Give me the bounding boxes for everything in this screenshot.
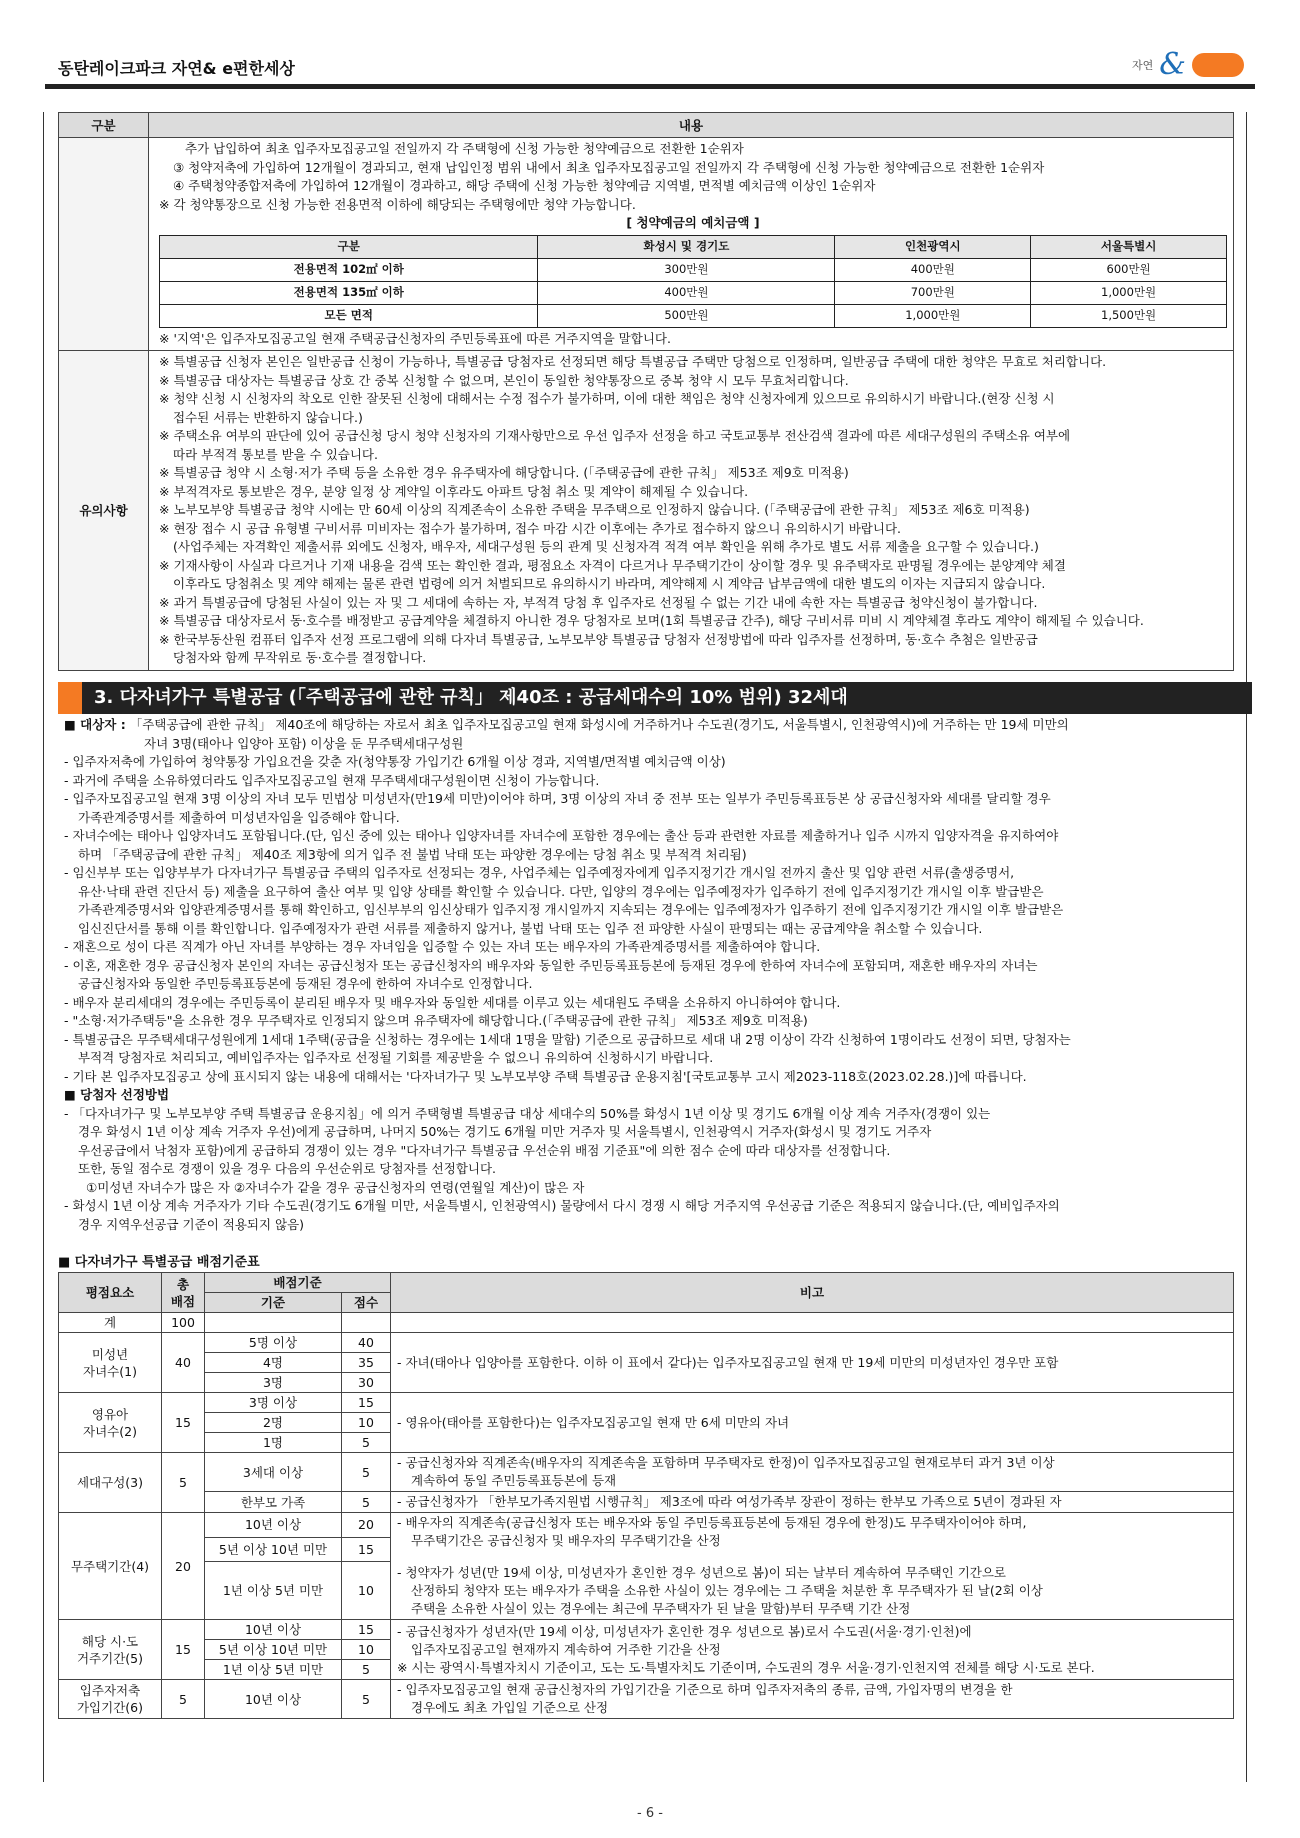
note-cell <box>391 1620 1234 1680</box>
text-line: - 배우자 분리세대의 경우에는 주민등록이 분리된 배우자 및 배우자와 동일한 세대를 이루고 있는 세대원도 주택을 소유하지 아니하여야 합니다. <box>64 994 841 1010</box>
text-line: 경우 화성시 1년 이상 계속 거주자 우선)에게 공급하며, 나머지 50%는 경기도 6개월 미만 거주자 및 서울특별시, 인천광역시 거주자(화성시 및 경기도 거주자 <box>78 1124 932 1139</box>
text-line: - 특별공급은 무주택세대구성원에게 1세대 1주택(공급을 신청하는 경우에는 1세대 1명을 말함) 기준으로 공급하므로 세대 내 2명 이상이 각각 신청하여 1명이라도 선정이 되면, 당첨자는 <box>64 1031 1071 1047</box>
caution-line: ※ 한국부동산원 컴퓨터 입주자 선정 프로그램에 의해 다자녀 특별공급, 노부모부양 특별공급 당첨자 선정방법에 따라 입주자를 선정하며, 동·호수 추첨은 일반공급 <box>159 631 1038 647</box>
dep-cell: 400만원 <box>835 258 1031 281</box>
text-line: - 「다자녀가구 및 노부모부양 주택 특별공급 운용지침」에 의거 주택형별 특별공급 대상 세대수의 50%를 화성시 1년 이상 및 경기도 6개월 이상 계속 거주자(경쟁이 있는 <box>64 1105 991 1121</box>
col-header-category: 구분 <box>59 113 149 138</box>
factor-total: 15 <box>162 1620 205 1680</box>
note-line: 경우에도 최초 가입일 기준으로 산정 <box>411 1700 609 1715</box>
page-number: - 6 - <box>637 1806 663 1821</box>
text-line: 경우 지역우선공급 기준이 적용되지 않음) <box>78 1216 305 1232</box>
table-row <box>59 1393 1234 1413</box>
caution-line: ※ 현장 접수 시 공급 유형별 구비서류 미비자는 접수가 불가하며, 접수 마감 시간 이후에는 추가로 접수하지 않으니 유의하시기 바랍니다. <box>159 520 901 536</box>
brand-logo <box>1132 47 1244 82</box>
left-margin-line <box>43 112 44 1782</box>
caution-line: ※ 주택소유 여부의 판단에 있어 공급신청 당시 청약 신청자의 기재사항만으로 우선 입주자 선정을 하고 국토교통부 전산검색 결과에 따른 세대구성원의 주택소유 여부에 <box>159 428 1071 443</box>
deposit-note: ※ '지역'은 입주자모집공고일 현재 주택공급신청자의 주민등록표에 따른 거주지역을 말합니다. <box>159 330 671 346</box>
table-row <box>59 1513 1234 1538</box>
factor-total: 5 <box>162 1680 205 1719</box>
caution-line: ※ 특별공급 청약 시 소형·저가 주택 등을 소유한 경우 유주택자에 해당합니다. (「주택공급에 관한 규칙」 제53조 제9호 미적용) <box>159 465 849 480</box>
note-line: - 청약자가 성년(만 19세 이상, 미성년자가 혼인한 경우 성년으로 봄)이 되는 날부터 계속하여 무주택인 기간으로 <box>397 1565 1006 1580</box>
caution-line: (사업주체는 자격확인 제출서류 외에도 신청자, 배우자, 세대구성원 등의 관계 및 신청자격 적격 여부 확인을 위해 추가로 별도 서류 제출을 요구할 수 있습니다.) <box>173 539 1039 554</box>
deposit-cell <box>149 138 1234 351</box>
text-line: - 화성시 1년 이상 계속 거주자가 기타 수도권(경기도 6개월 미만, 서울특별시, 인천광역시) 물량에서 다시 경쟁 시 해당 거주지역 우선공급 기준은 적용되지 않습니다.(단, 예비입주자의 <box>64 1198 1060 1213</box>
factor-total: 20 <box>162 1513 205 1620</box>
dep-cell: 600만원 <box>1031 258 1227 281</box>
brand-mark-icon <box>1192 53 1244 77</box>
score-cell: 20 <box>342 1513 391 1538</box>
basis-cell: 10년 이상 <box>205 1680 342 1719</box>
basis-cell: 1년 이상 5년 미만 <box>205 1660 342 1680</box>
h-criteria: 배점기준 <box>205 1273 391 1293</box>
score-cell: 15 <box>342 1537 391 1562</box>
caution-cell <box>149 351 1234 671</box>
caution-line: ※ 부적격자로 통보받은 경우, 분양 일정 상 계약일 이후라도 아파트 당첨 취소 및 계약이 해제될 수 있습니다. <box>159 483 749 499</box>
selection-label: ■ 당첨자 선정방법 <box>64 1087 170 1102</box>
text-line: - 기타 본 입주자모집공고 상에 표시되지 않는 내용에 대해서는 '다자녀가구 및 노부모부양 주택 특별공급 운용지침'[국토교통부 고시 제2023-118호(2023.02.28.)]에 따릅니다. <box>64 1068 1027 1084</box>
h-score: 점수 <box>342 1293 391 1313</box>
score-cell: 5 <box>342 1453 391 1492</box>
caution-line: 접수된 서류는 반환하지 않습니다.) <box>173 409 363 425</box>
caution-line: ※ 청약 신청 시 신청자의 착오로 인한 잘못된 신청에 대해서는 수정 접수가 불가하며, 이에 대한 책임은 청약 신청자에게 있으므로 유의하시기 바랍니다.(현장 신청 시 <box>159 391 1055 406</box>
basis-cell: 한부모 가족 <box>205 1492 342 1513</box>
caution-line: 따라 부적격 통보를 받을 수 있습니다. <box>173 446 378 462</box>
dep-cell: 전용면적 135㎡ 이하 <box>160 281 538 304</box>
dep-h: 서울특별시 <box>1031 235 1227 258</box>
text-line: ※ 각 청약통장으로 신청 가능한 전용면적 이하에 해당되는 주택형에만 청약 가능합니다. <box>159 196 636 212</box>
caution-line: ※ 특별공급 신청자 본인은 일반공급 신청이 가능하나, 특별공급 당첨자로 선정되면 해당 특별공급 주택만 당첨으로 인정하며, 일반공급 주택에 대한 청약은 무효로 처리합니다. <box>159 354 1107 369</box>
score-table-title: ■ 다자녀가구 특별공급 배점기준표 <box>58 1255 260 1270</box>
note-line: 계속하여 동일 주민등록표등본에 등재 <box>411 1473 617 1488</box>
basis-cell: 1년 이상 5년 미만 <box>205 1562 342 1620</box>
table-row <box>160 281 1227 304</box>
score-cell: 5 <box>342 1433 391 1453</box>
caution-line: ※ 노부모부양 특별공급 청약 시에는 만 60세 이상의 직계존속이 소유한 주택을 무주택으로 인정하지 않습니다. (「주택공급에 관한 규칙」 제53조 제6호 미적용) <box>159 502 1030 517</box>
text-line: 가족관계증명서와 입양관계증명서를 통해 확인하고, 임신부부의 임신상태가 입주지정 개시일까지 지속되는 경우에는 입주예정자가 입주하기 전에 입주지정기간 개시일 이후 발급받은 <box>78 902 1064 917</box>
score-cell: 15 <box>342 1620 391 1640</box>
factor-total: 40 <box>162 1333 205 1393</box>
text-line: ③ 청약저축에 가입하여 12개월이 경과되고, 현재 납입인정 범위 내에서 최초 입주자모집공고일 전일까지 각 주택형에 신청 가능한 청약예금으로 전환한 1순위자 <box>173 159 1045 175</box>
dep-cell: 500만원 <box>538 304 835 327</box>
note-line: 산정하되 청약자 또는 배우자가 주택을 소유한 사실이 있는 경우에는 그 주택을 처분한 후 무주택자가 된 날(2회 이상 <box>411 1583 1043 1598</box>
caution-line: ※ 기재사항이 사실과 다르거나 기재 내용을 검색 또는 확인한 결과, 평점요소 자격이 다르거나 무주택기간이 상이할 경우 및 유주택자로 판명될 경우에는 분양계약 체결 <box>159 557 1066 573</box>
factor-label: 입주자저축 가입기간(6) <box>59 1680 162 1719</box>
dep-h: 화성시 및 경기도 <box>538 235 835 258</box>
h-total: 총 배점 <box>162 1273 205 1313</box>
deposit-table <box>159 235 1227 328</box>
basis-cell: 3명 <box>205 1373 342 1393</box>
basis-cell: 10년 이상 <box>205 1513 342 1538</box>
note-line: - 입주자모집공고일 현재 공급신청자의 가입기간을 기준으로 하며 입주자저축의 종류, 금액, 가입자명의 변경을 한 <box>397 1682 1013 1697</box>
note-cell: - 자녀(태아나 입양아를 포함한다. 이하 이 표에서 같다)는 입주자모집공고일 현재 만 19세 미만의 미성년자인 경우만 포함 <box>391 1333 1234 1393</box>
note-cell: - 공급신청자가 「한부모가족지원법 시행규칙」 제3조에 따라 여성가족부 장관이 정하는 한부모 가족으로 5년이 경과된 자 <box>391 1492 1234 1513</box>
text-line: 임신진단서를 통해 이를 확인합니다. 입주예정자가 관련 서류를 제출하지 않거나, 불법 낙태 또는 입주 전 파양한 사실이 판명되는 때는 공급계약을 취소할 수 있습니다. <box>78 920 983 936</box>
h-note: 비고 <box>391 1273 1234 1313</box>
basis-cell: 2명 <box>205 1413 342 1433</box>
text-line: 부적격 당첨자로 처리되고, 예비입주자는 입주자로 선정될 기회를 제공받을 수 없으니 유의하여 신청하시기 바랍니다. <box>78 1050 714 1065</box>
table-row <box>59 1492 1234 1513</box>
text-line: ④ 주택청약종합저축에 가입하여 12개월이 경과하고, 해당 주택에 신청 가능한 청약예금 지역별, 면적별 예치금액 이상인 1순위자 <box>173 178 876 193</box>
text-line: - 입주자모집공고일 현재 3명 이상의 자녀 모두 민법상 미성년자(만19세 미만)이어야 하며, 3명 이상의 자녀 중 전부 또는 일부가 주민등록표등본 상 공급신청자와 세대를 달리할 경우 <box>64 791 1051 806</box>
dep-h: 인천광역시 <box>835 235 1031 258</box>
note-line: 무주택기간은 공급신청자 및 배우자의 무주택기간을 산정 <box>411 1533 721 1548</box>
factor-label: 영유아 자녀수(2) <box>59 1393 162 1453</box>
header-divider <box>45 84 1255 89</box>
total-value: 100 <box>162 1313 205 1333</box>
table-row <box>59 1333 1234 1353</box>
table-row <box>59 1620 1234 1640</box>
factor-total: 5 <box>162 1453 205 1513</box>
note-line: 주택을 소유한 사실이 있는 경우에는 최근에 무주택자가 된 날을 말함)부터 무주택 기간 산정 <box>411 1601 911 1616</box>
score-table <box>58 1272 1234 1719</box>
dep-cell: 300만원 <box>538 258 835 281</box>
factor-label: 미성년 자녀수(1) <box>59 1333 162 1393</box>
note-line: ※ 시는 광역시·특별자치시 기준이고, 도는 도·특별자치도 기준이며, 수도권의 경우 서울·경기·인천지역 전체를 해당 시·도로 본다. <box>397 1659 1095 1675</box>
basis-cell: 4명 <box>205 1353 342 1373</box>
total-label: 계 <box>59 1313 162 1333</box>
basis-cell: 5년 이상 10년 미만 <box>205 1537 342 1562</box>
target-text: 「주택공급에 관한 규칙」 제40조에 해당하는 자로서 최초 입주자모집공고일 현재 화성시에 거주하거나 수도권(경기도, 서울특별시, 인천광역시)에 거주하는 만 19세 미만의 <box>129 717 1069 732</box>
text-line: - 입주자저축에 가입하여 청약통장 가입요건을 갖춘 자(청약통장 가입기간 6개월 이상 경과, 지역별/면적별 예치금액 이상) <box>64 754 726 769</box>
deposit-caption: [ 청약예금의 예치금액 ] <box>626 215 760 230</box>
table-row <box>160 304 1227 327</box>
text-line: 유산·낙태 관련 진단서 등) 제출을 요구하여 출산 여부 및 입양 상태를 확인할 수 있습니다. 다만, 입양의 경우에는 입주예정자가 입주하기 전에 입주지정기간 개시일 이후 발급받은 <box>78 883 1044 899</box>
text-line: 자녀 3명(태아나 입양아 포함) 이상을 둔 무주택세대구성원 <box>144 735 464 751</box>
note-line: - 공급신청자와 직계존속(배우자의 직계존속을 포함하며 무주택자로 한정)이 입주자모집공고일 현재로부터 과거 3년 이상 <box>397 1455 1055 1470</box>
score-cell: 5 <box>342 1492 391 1513</box>
text-line: 하며 「주택공급에 관한 규칙」 제40조 제3항에 의거 입주 전 불법 낙태 또는 파양한 경우에는 당첨 취소 및 부적격 처리됨) <box>78 846 747 862</box>
logo-text: 자연 <box>1132 59 1154 72</box>
dep-cell: 1,000만원 <box>1031 281 1227 304</box>
dep-h: 구분 <box>160 235 538 258</box>
score-cell: 5 <box>342 1680 391 1719</box>
dep-cell: 700만원 <box>835 281 1031 304</box>
caution-line: 이후라도 당첨취소 및 계약 해제는 물론 관련 법령에 의거 처벌되므로 유의하시기 바라며, 계약해제 시 계약금 납부금액에 대한 별도의 이자는 지급되지 않습니다. <box>173 576 1046 591</box>
factor-label: 해당 시·도 거주기간(5) <box>59 1620 162 1680</box>
h-factor: 평점요소 <box>59 1273 162 1313</box>
text-line: ①미성년 자녀수가 많은 자 ②자녀수가 같을 경우 공급신청자의 연령(연월일 계산)이 많은 자 <box>86 1179 585 1195</box>
score-cell: 5 <box>342 1660 391 1680</box>
text-line: 가족관계증명서를 제출하여 미성년자임을 입증해야 합니다. <box>78 809 400 825</box>
note-cell <box>391 1453 1234 1492</box>
section-3-heading: 3. 다자녀가구 특별공급 (「주택공급에 관한 규칙」 제40조 : 공급세대수의 10% 범위) 32세대 <box>58 682 1252 714</box>
dep-cell: 400만원 <box>538 281 835 304</box>
note-line: - 배우자의 직계존속(공급신청자 또는 배우자와 동일 주민등록표등본에 등재된 경우에 한정)도 무주택자이어야 하며, <box>397 1515 1027 1530</box>
dep-cell: 모든 면적 <box>160 304 538 327</box>
score-cell: 40 <box>342 1333 391 1353</box>
table-row <box>59 1680 1234 1719</box>
caution-label: 유의사항 <box>59 351 149 671</box>
note-line: - 공급신청자가 성년자(만 19세 이상, 미성년자가 혼인한 경우 성년으로 봄)로서 수도권(서울·경기·인천)에 <box>397 1623 972 1639</box>
basis-cell: 5명 이상 <box>205 1333 342 1353</box>
text-line: 공급신청자와 동일한 주민등록표등본에 등재된 경우에 한하여 자녀수로 인정합니다. <box>78 976 533 991</box>
caution-line: ※ 과거 특별공급에 당첨된 사실이 있는 자 및 그 세대에 속하는 자, 부적격 당첨 후 입주자로 선정될 수 없는 기간 내에 속한 자는 특별공급 청약신청이 불가합니다. <box>159 594 1038 610</box>
text-line: - 재혼으로 성이 다른 직계가 아닌 자녀를 부양하는 경우 자녀임을 입증할 수 있는 자녀 또는 배우자의 가족관계증명서를 제출하여야 합니다. <box>64 939 821 954</box>
h-basis: 기준 <box>205 1293 342 1313</box>
dep-cell: 1,000만원 <box>835 304 1031 327</box>
score-cell: 15 <box>342 1393 391 1413</box>
section-3-body <box>64 716 1244 1234</box>
text-line: 또한, 동일 점수로 경쟁이 있을 경우 다음의 우선순위로 당첨자를 선정합니다. <box>78 1161 497 1176</box>
note-cell <box>391 1680 1234 1719</box>
table-row <box>160 258 1227 281</box>
score-cell: 10 <box>342 1562 391 1620</box>
dep-cell: 전용면적 102㎡ 이하 <box>160 258 538 281</box>
col-header-content: 내용 <box>149 113 1234 138</box>
dep-cell: 1,500만원 <box>1031 304 1227 327</box>
table1-wrapper <box>58 112 1252 671</box>
basis-cell: 3세대 이상 <box>205 1453 342 1492</box>
logo-ampersand: & <box>1159 47 1186 82</box>
caution-line: ※ 특별공급 대상자로서 동·호수를 배정받고 공급계약을 체결하지 아니한 경우 당첨자로 보며(1회 특별공급 간주), 해당 구비서류 미비 시 계약체결 후라도 계약이 해제될 수 있습니다. <box>159 613 1144 628</box>
table-row <box>59 1453 1234 1492</box>
text-line: - 자녀수에는 태아나 입양자녀도 포함됩니다.(단, 임신 중에 있는 태아나 입양자녀를 자녀수에 포함한 경우에는 출산 등과 관련한 자료를 제출하거나 입주 시까지 입양자격을 유지하여야 <box>64 828 1059 843</box>
caution-line: ※ 특별공급 대상자는 특별공급 상호 간 중복 신청할 수 없으며, 본인이 동일한 청약통장으로 중복 청약 시 모두 무효처리합니다. <box>159 372 849 388</box>
score-cell: 30 <box>342 1373 391 1393</box>
basis-cell: 1명 <box>205 1433 342 1453</box>
text-line: - 이혼, 재혼한 경우 공급신청자 본인의 자녀는 공급신청자 또는 공급신청자의 배우자와 동일한 주민등록표등본에 등재된 경우에 한하여 자녀수에 포함되며, 재혼한 배우자의 자녀는 <box>64 957 1038 973</box>
basis-cell: 3명 이상 <box>205 1393 342 1413</box>
factor-label: 무주택기간(4) <box>59 1513 162 1620</box>
caution-line: 당첨자와 함께 무작위로 동·호수를 결정합니다. <box>173 650 427 665</box>
page-header <box>0 0 1300 92</box>
factor-label: 세대구성(3) <box>59 1453 162 1513</box>
document-title: 동탄레이크파크 자연& e편한세상 <box>58 59 295 78</box>
score-cell: 10 <box>342 1640 391 1660</box>
target-label: ■ 대상자 : <box>64 717 126 732</box>
note-line: 입주자모집공고일 현재까지 계속하여 거주한 기간을 산정 <box>411 1641 721 1657</box>
note-cell <box>391 1513 1234 1620</box>
table-row <box>59 1313 1234 1333</box>
score-cell: 10 <box>342 1413 391 1433</box>
text-line: 추가 납입하여 최초 입주자모집공고일 전일까지 각 주택형에 신청 가능한 청약예금으로 전환한 1순위자 <box>185 141 744 156</box>
basis-cell: 10년 이상 <box>205 1620 342 1640</box>
note-cell: - 영유아(태아를 포함한다)는 입주자모집공고일 현재 만 6세 미만의 자녀 <box>391 1393 1234 1453</box>
text-line: - 임신부부 또는 입양부부가 다자녀가구 특별공급 주택의 입주자로 선정되는 경우, 사업주체는 입주예정자에게 입주지정기간 개시일 전까지 출산 및 입양 관련 서류(출생증명서, <box>64 865 1015 880</box>
eligibility-table <box>58 112 1234 671</box>
score-cell: 35 <box>342 1353 391 1373</box>
text-line: - 과거에 주택을 소유하였더라도 입주자모집공고일 현재 무주택세대구성원이면 신청이 가능합니다. <box>64 772 600 788</box>
text-line: - "소형·저가주택등"을 소유한 경우 무주택자로 인정되지 않으며 유주택자에 해당합니다.(「주택공급에 관한 규칙」 제53조 제9호 미적용) <box>64 1013 808 1028</box>
text-line: 우선공급에서 낙첨자 포함)에게 공급하되 경쟁이 있는 경우 "다자녀가구 특별공급 우선순위 배점 기준표"에 의한 점수 순에 따라 대상자를 선정합니다. <box>78 1142 891 1158</box>
factor-total: 15 <box>162 1393 205 1453</box>
basis-cell: 5년 이상 10년 미만 <box>205 1640 342 1660</box>
